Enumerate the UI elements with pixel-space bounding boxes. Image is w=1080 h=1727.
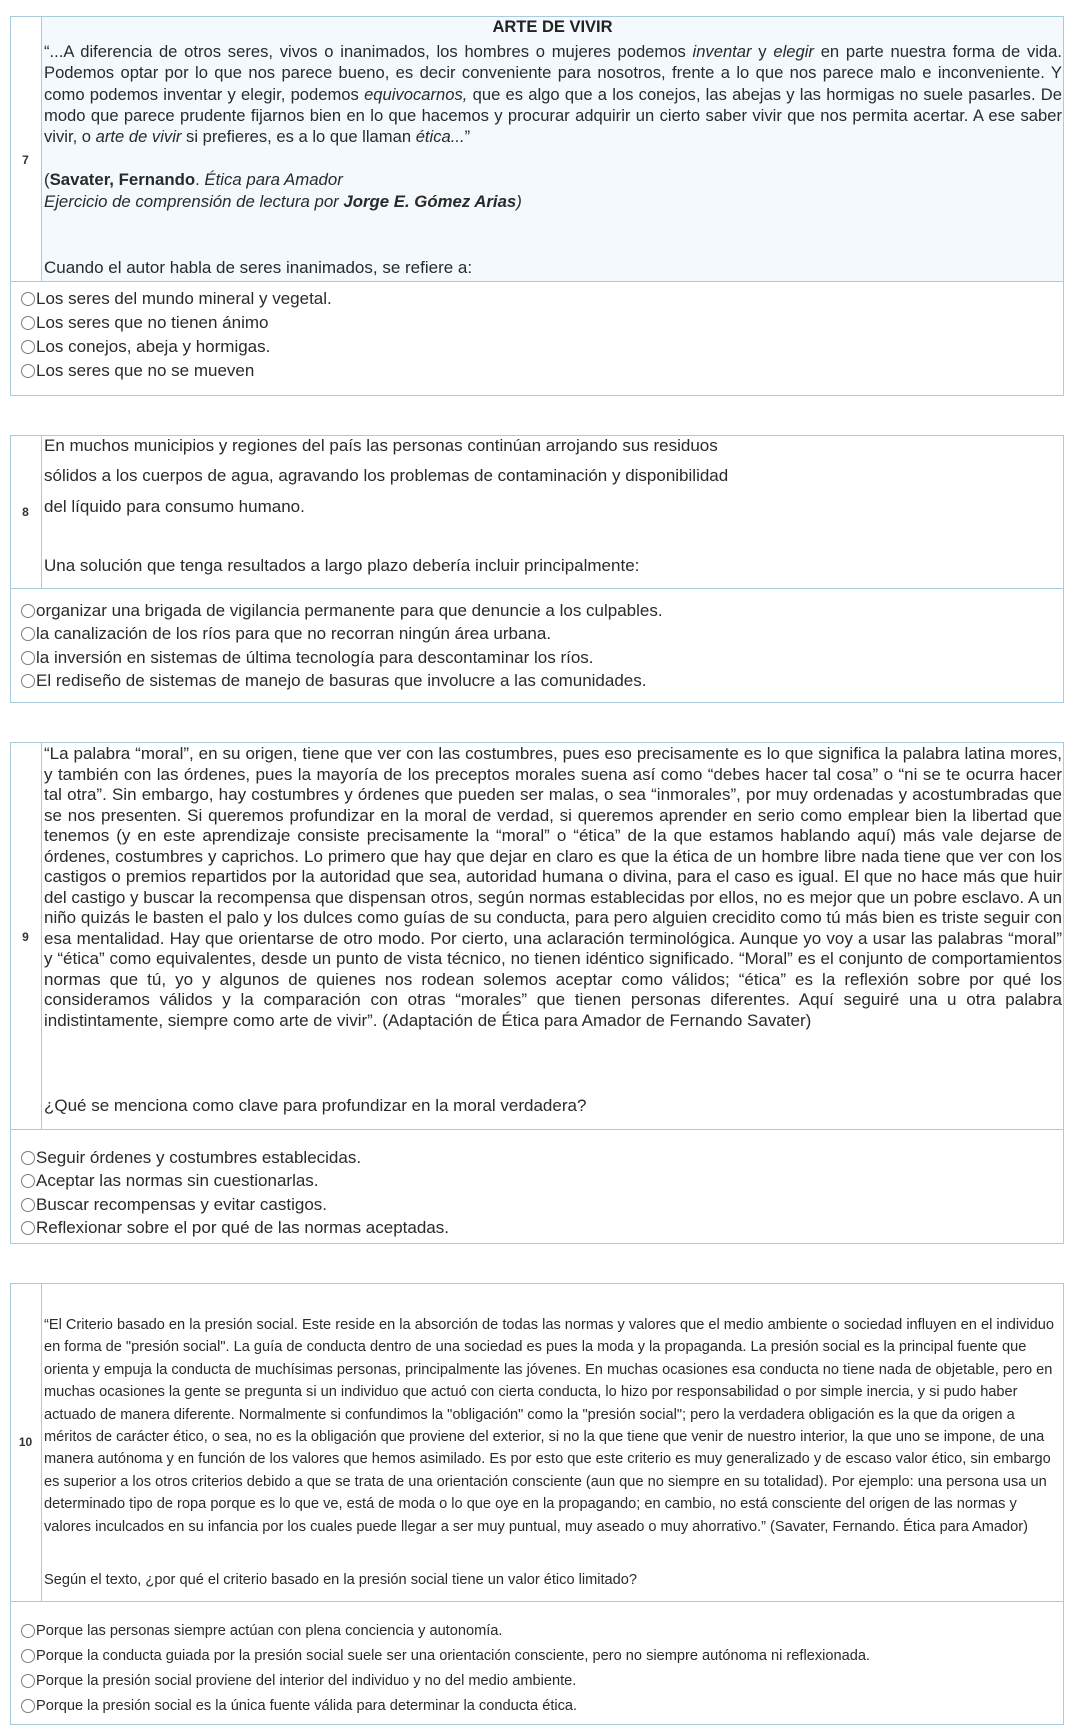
radio-button-icon[interactable] [21,1221,35,1235]
citation: (Savater, Fernando. Ética para Amador [44,170,343,189]
radio-button-icon[interactable] [21,674,35,688]
radio-button-icon[interactable] [21,1151,35,1165]
question-stem [41,16,1064,282]
answer-options [10,282,1064,396]
question-stem [41,1283,1064,1602]
question-number-column [10,16,41,282]
radio-button-icon[interactable] [21,1198,35,1212]
question-prompt: Cuando el autor habla de seres inanimados, se refiere a: [44,258,473,277]
radio-button-icon[interactable] [21,1624,35,1638]
option-a[interactable]: organizar una brigada de vigilancia permanente para que denuncie a los culpables. [21,601,663,621]
option-d[interactable]: El rediseño de sistemas de manejo de basuras que involucre a las comunidades. [21,671,646,691]
passage-text: “...A diferencia de otros seres, vivos o inanimados, los hombres o mujeres podemos inventar y elegir en parte nuestra forma de vida. Podemos optar por lo que nos parece bueno, es decir conveniente para nosotros, frente a lo que nos parece malo e inconveniente. Y como podemos inventar y elegir, podemos equivocarnos, que es algo que a los conejos, las abejas y las hormigas no suele pasarles. De modo que parece prudente fijarnos bien en lo que hacemos y procurar adquirir un cierto saber vivir que nos permita acertar. A ese saber vivir, o arte de vivir si prefieres, es a lo que llaman ética...” [44,42,1063,147]
option-b[interactable]: Los seres que no tienen ánimo [21,313,269,333]
question-7 [10,16,1064,396]
option-d[interactable]: Porque la presión social es la única fuente válida para determinar la conducta ética. [21,1698,577,1714]
question-number: 7 [22,153,29,167]
answer-options [10,1130,1064,1244]
option-a[interactable]: Los seres del mundo mineral y vegetal. [21,289,332,309]
radio-button-icon[interactable] [21,292,35,306]
question-number: 8 [22,505,29,519]
passage-line: En muchos municipios y regiones del país las personas continúan arrojando sus residuos [44,436,718,455]
question-stem [41,435,1064,589]
radio-button-icon[interactable] [21,1699,35,1713]
option-b[interactable]: Aceptar las normas sin cuestionarlas. [21,1171,319,1191]
option-a[interactable]: Porque las personas siempre actúan con plena conciencia y autonomía. [21,1623,502,1639]
radio-button-icon[interactable] [21,340,35,354]
question-prompt: Según el texto, ¿por qué el criterio basado en la presión social tiene un valor ético limitado? [44,1572,638,1588]
radio-button-icon[interactable] [21,316,35,330]
passage-line: del líquido para consumo humano. [44,497,305,516]
radio-button-icon[interactable] [21,1674,35,1688]
passage-line: sólidos a los cuerpos de agua, agravando los problemas de contaminación y disponibilidad [44,466,729,485]
passage-text: “El Criterio basado en la presión social. Este reside en la absorción de todas las normas y valores que el medio ambiente o sociedad influyen en el individuo en forma de "presión social". La guía de conducta dentro de una sociedad es pues la moda y la propaganda. La presión social es la principal fuente que orienta y empuja la conducta de muchísimas personas, principalmente las jóvenes. En muchas ocasiones esa conducta no tiene nada de objetable, pero en muchas ocasiones la gente se pregunta si un individuo que actuó con cierta conducta, lo hizo por responsabilidad o por simple inercia, y si pudo haber actuado de manera diferente. Normalmente si confundimos la "obligación" como la "presión social"; pero la verdadera obligación es la que da origen a méritos de carácter ético, o sea, no es la obligación que proviene del exterior, si no la que tiene que venir de nuestro interior, la que uno se impone, de una manera autónoma y en función de los valores que hemos asimilado. Es por esto que este criterio es muy generalizado y de escaso valor ético, sin embargo es superior a los otros criterios debido a que se trata de una orientación consciente (aun que no siempre en su totalidad). Por ejemplo: una persona usa un determinado tipo de ropa porque es lo que ve, está de moda o lo que oye en la propagando; en cambio, no está consciente del origen de las normas y valores inculcados en su infancia por los cuales puede llegar a ser muy puntual, muy aseado o muy ahorrativo.” (Savater, Fernando. Ética para Amador) [44,1317,1054,1535]
exercise-credit: Ejercicio de comprensión de lectura por Jorge E. Gómez Arias) [44,192,522,211]
answer-options [10,589,1064,703]
question-stem [41,742,1064,1130]
option-d[interactable]: Reflexionar sobre el por qué de las normas aceptadas. [21,1218,449,1238]
radio-button-icon[interactable] [21,1174,35,1188]
radio-button-icon[interactable] [21,627,35,641]
question-prompt: Una solución que tenga resultados a largo plazo debería incluir principalmente: [44,556,640,575]
passage-title: ARTE DE VIVIR [492,18,613,36]
radio-button-icon[interactable] [21,604,35,618]
option-a[interactable]: Seguir órdenes y costumbres establecidas. [21,1148,361,1168]
option-b[interactable]: la canalización de los ríos para que no recorran ningún área urbana. [21,624,551,644]
radio-button-icon[interactable] [21,364,35,378]
option-c[interactable]: Porque la presión social proviene del interior del individuo y no del medio ambiente. [21,1673,576,1689]
radio-button-icon[interactable] [21,1649,35,1663]
answer-options [10,1602,1064,1725]
question-number: 9 [22,930,29,944]
question-8 [10,435,1064,703]
option-d[interactable]: Los seres que no se mueven [21,361,254,381]
question-9 [10,742,1064,1244]
passage-text: “La palabra “moral”, en su origen, tiene que ver con las costumbres, pues eso precisamente es lo que significa la palabra latina mores, y también con las órdenes, pues la mayoría de los preceptos morales suena así como “debes hacer tal cosa” o “ni se te ocurra hacer tal otra”. Sin embargo, hay costumbres y órdenes que pueden ser malas, o sea “inmorales”, por muy ordenadas y acostumbradas que se nos presenten. Si queremos profundizar en la moral de verdad, si queremos aprender en serio como emplear bien la libertad que tenemos (y en este aprendizaje consiste precisamente la “moral” o “ética” de la que estamos hablando aquí) más vale dejarse de órdenes, costumbres y caprichos. Lo primero que hay que dejar en claro es que la ética de un hombre libre nada tiene que ver con los castigos o premios repartidos por la autoridad que sea, autoridad humana o divina, para el caso es igual. El que no hace más que huir del castigo y buscar la recompensa que dispensan otros, según normas establecidas por ellos, no es mejor que un pobre esclavo. A un niño quizás le basten el palo y los dulces como guías de su conducta, para pero alguien crecidito como tú más bien es triste seguir con esa mentalidad. Hay que orientarse de otro modo. Por cierto, una aclaración terminológica. Aunque yo voy a usar las palabras “moral” y “ética” como equivalentes, desde un punto de vista técnico, no tienen idéntico significado. “Moral” es el conjunto de comportamientos normas que tú, yo y algunos de quienes nos rodean solemos aceptar como válidos; “ética” es la reflexión sobre por qué los consideramos válidos y la comparación con otras “morales” que tienen personas diferentes. Aquí seguiré una u otra palabra indistintamente, siempre como arte de vivir”. (Adaptación de Ética para Amador de Fernando Savater) [44,744,1062,1030]
option-c[interactable]: Los conejos, abeja y hormigas. [21,337,270,357]
question-prompt: ¿Qué se menciona como clave para profundizar en la moral verdadera? [44,1096,587,1115]
question-10 [10,1283,1064,1725]
question-number: 10 [18,1435,33,1449]
radio-button-icon[interactable] [21,651,35,665]
option-b[interactable]: Porque la conducta guiada por la presión social suele ser una orientación consciente, pero no siempre autónoma ni reflexionada. [21,1648,870,1664]
option-c[interactable]: Buscar recompensas y evitar castigos. [21,1195,327,1215]
option-c[interactable]: la inversión en sistemas de última tecnología para descontaminar los ríos. [21,648,594,668]
